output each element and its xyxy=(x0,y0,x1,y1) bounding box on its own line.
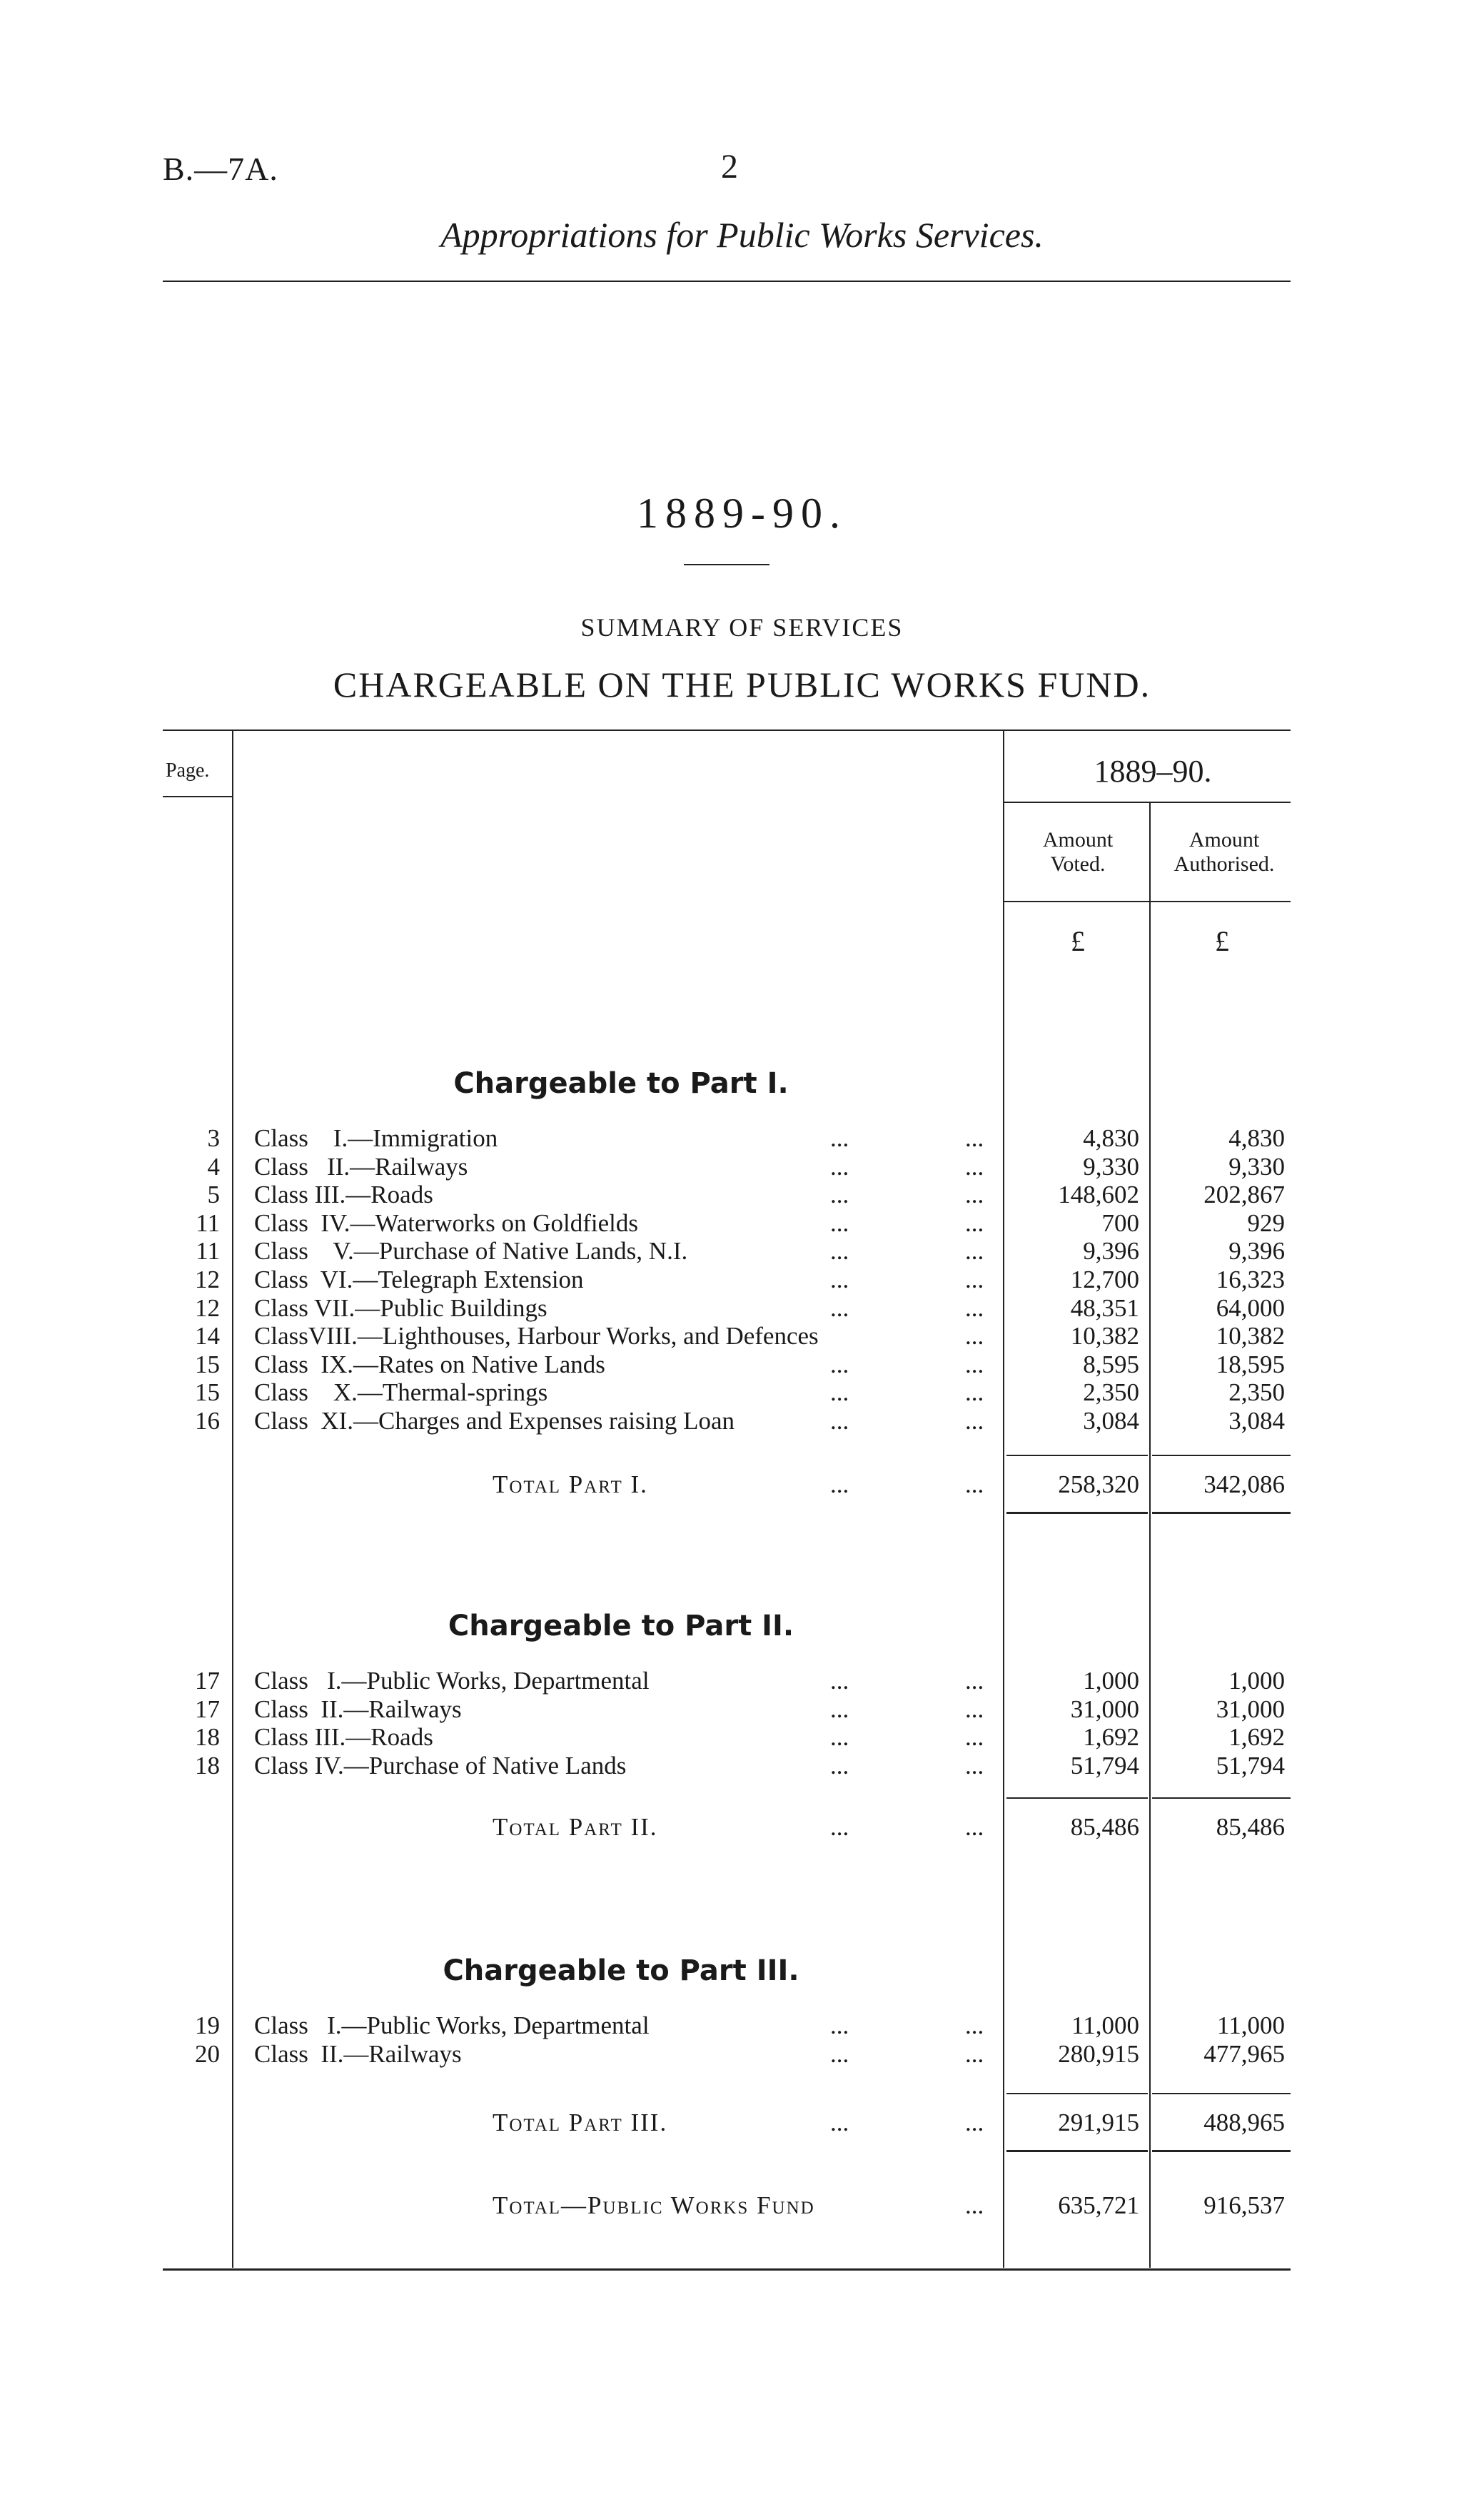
leader-dots: ... xyxy=(830,1350,849,1378)
part1-title: Chargeable to Part I. xyxy=(453,1067,789,1100)
leader-dots: ... xyxy=(830,1237,849,1266)
part3-total-voted: 291,915 xyxy=(1058,2109,1139,2136)
amount-authorised: 3,084 xyxy=(1228,1407,1285,1435)
page-header-rule xyxy=(163,796,232,797)
year-header-rule xyxy=(1003,802,1291,803)
leader-dots: ... xyxy=(830,1152,849,1181)
service-description: Class II.—Railways xyxy=(254,2039,462,2068)
part2-total-rule-auth xyxy=(1152,1797,1291,1799)
leader-dots: ... xyxy=(830,1723,849,1752)
leader-dots: ... xyxy=(965,1152,984,1181)
grand-total-voted: 635,721 xyxy=(1058,2191,1139,2219)
service-description: Class VII.—Public Buildings xyxy=(254,1293,547,1322)
table-row xyxy=(0,1322,1484,1351)
part2-title: Chargeable to Part II. xyxy=(448,1610,794,1642)
leader-dots: ... xyxy=(965,2109,984,2136)
leader-dots: ... xyxy=(965,1378,984,1407)
part3-title: Chargeable to Part III. xyxy=(443,1954,799,1987)
table-row xyxy=(0,1667,1484,1695)
part2-total-authorised: 85,486 xyxy=(1216,1813,1285,1841)
leader-dots: ... xyxy=(830,1124,849,1152)
title-underline xyxy=(684,564,769,565)
table-row xyxy=(0,1407,1484,1435)
leader-dots: ... xyxy=(965,1667,984,1695)
service-description: Class IX.—Rates on Native Lands xyxy=(254,1350,605,1378)
part1-total-rule-voted xyxy=(1006,1455,1148,1456)
table-row xyxy=(0,1209,1484,1238)
leader-dots: ... xyxy=(965,1813,984,1841)
table-row xyxy=(0,2040,1484,2069)
table-top-rule xyxy=(163,730,1291,731)
part3-total-authorised: 488,965 xyxy=(1203,2109,1285,2136)
leader-dots: ... xyxy=(965,1322,984,1351)
leader-dots: ... xyxy=(830,1751,849,1779)
page-ref: 19 xyxy=(195,2011,220,2039)
leader-dots: ... xyxy=(830,1470,849,1498)
leader-dots: ... xyxy=(830,1407,849,1435)
document-code: B.—7A. xyxy=(163,151,278,187)
amount-voted: 51,794 xyxy=(1070,1751,1139,1779)
leader-dots: ... xyxy=(830,1208,849,1237)
amount-voted: 48,351 xyxy=(1070,1293,1139,1322)
leader-dots: ... xyxy=(830,2039,849,2068)
amount-voted: 31,000 xyxy=(1070,1695,1139,1723)
amount-voted: 8,595 xyxy=(1083,1350,1139,1378)
amount-voted-line2: Voted. xyxy=(1050,852,1106,876)
part2-total-rule-voted xyxy=(1006,1797,1148,1799)
leader-dots: ... xyxy=(830,1695,849,1723)
page-column-header: Page. xyxy=(166,759,210,782)
part2-total-label: Total Part II. xyxy=(493,1813,658,1841)
amount-authorised-line1: Amount xyxy=(1188,828,1260,852)
service-description: Class II.—Railways xyxy=(254,1695,462,1723)
amount-voted: 9,330 xyxy=(1083,1152,1139,1181)
table-row xyxy=(0,1153,1484,1181)
service-description: Class X.—Thermal-springs xyxy=(254,1378,548,1407)
part3-total-label: Total Part III. xyxy=(493,2109,668,2136)
leader-dots: ... xyxy=(965,1723,984,1752)
leader-dots: ... xyxy=(965,1124,984,1152)
amount-voted-line1: Amount xyxy=(1042,828,1114,852)
amount-voted: 9,396 xyxy=(1083,1237,1139,1266)
page-number: 2 xyxy=(721,148,738,186)
page-ref: 17 xyxy=(195,1667,220,1695)
amount-authorised: 1,000 xyxy=(1228,1667,1285,1695)
part3-total-rule-voted xyxy=(1006,2093,1148,2094)
amount-voted: 10,382 xyxy=(1070,1322,1139,1351)
amount-authorised: 51,794 xyxy=(1216,1751,1285,1779)
amount-voted: 700 xyxy=(1101,1208,1139,1237)
service-description: Class I.—Immigration xyxy=(254,1124,498,1152)
part1-total-rule-auth xyxy=(1152,1455,1291,1456)
amount-authorised: 2,350 xyxy=(1228,1378,1285,1407)
leader-dots: ... xyxy=(830,1813,849,1841)
amount-authorised: 9,330 xyxy=(1228,1152,1285,1181)
summary-subtitle: CHARGEABLE ON THE PUBLIC WORKS FUND. xyxy=(333,665,1151,705)
amount-voted-header xyxy=(1006,828,1149,877)
page-ref: 14 xyxy=(195,1322,220,1351)
leader-dots: ... xyxy=(965,1407,984,1435)
leader-dots: ... xyxy=(830,1266,849,1293)
year-column-header: 1889–90. xyxy=(1094,754,1212,789)
subheader-rule xyxy=(1003,901,1291,902)
table-row xyxy=(0,1266,1484,1294)
amount-voted: 148,602 xyxy=(1058,1181,1139,1209)
page-ref: 20 xyxy=(195,2039,220,2068)
page-ref: 16 xyxy=(195,1407,220,1435)
table-row xyxy=(0,1752,1484,1780)
amount-authorised: 1,692 xyxy=(1228,1723,1285,1752)
page-ref: 12 xyxy=(195,1293,220,1322)
leader-dots: ... xyxy=(830,1181,849,1209)
voted-currency: £ xyxy=(1071,925,1085,957)
leader-dots: ... xyxy=(830,1378,849,1407)
table-row xyxy=(0,1378,1484,1407)
part3-double-rule-auth xyxy=(1152,2150,1291,2152)
amount-authorised: 18,595 xyxy=(1216,1350,1285,1378)
service-description: Class IV.—Waterworks on Goldfields xyxy=(254,1208,639,1237)
service-description: Class III.—Roads xyxy=(254,1723,433,1752)
service-description: Class I.—Public Works, Departmental xyxy=(254,1667,650,1695)
service-description: Class XI.—Charges and Expenses raising Loan xyxy=(254,1407,735,1435)
leader-dots: ... xyxy=(965,2039,984,2068)
leader-dots: ... xyxy=(965,2011,984,2039)
service-description: Class IV.—Purchase of Native Lands xyxy=(254,1751,627,1779)
table-row xyxy=(0,2011,1484,2040)
summary-title: SUMMARY OF SERVICES xyxy=(580,613,904,642)
service-description: ClassVIII.—Lighthouses, Harbour Works, and Defences xyxy=(254,1322,819,1351)
page-heading: Appropriations for Public Works Services. xyxy=(440,215,1044,255)
amount-voted: 3,084 xyxy=(1083,1407,1139,1435)
grand-total-authorised: 916,537 xyxy=(1203,2191,1285,2219)
page-ref: 18 xyxy=(195,1723,220,1752)
amount-voted: 1,000 xyxy=(1083,1667,1139,1695)
leader-dots: ... xyxy=(965,2191,984,2219)
amount-authorised: 9,396 xyxy=(1228,1237,1285,1266)
amount-authorised: 202,867 xyxy=(1203,1181,1285,1209)
grand-total-label: Total—Public Works Fund xyxy=(493,2191,815,2219)
part1-total-label: Total Part I. xyxy=(493,1470,648,1498)
amount-authorised: 4,830 xyxy=(1228,1124,1285,1152)
page-ref: 18 xyxy=(195,1751,220,1779)
leader-dots: ... xyxy=(830,2109,849,2136)
leader-dots: ... xyxy=(965,1266,984,1293)
service-description: Class I.—Public Works, Departmental xyxy=(254,2011,650,2039)
amount-voted: 12,700 xyxy=(1070,1266,1139,1293)
page-ref: 3 xyxy=(207,1124,220,1152)
leader-dots: ... xyxy=(965,1350,984,1378)
table-bottom-rule xyxy=(163,2268,1291,2271)
leader-dots: ... xyxy=(830,1293,849,1322)
part1-double-rule-auth xyxy=(1152,1512,1291,1514)
leader-dots: ... xyxy=(965,1181,984,1209)
table-row xyxy=(0,1124,1484,1153)
amount-authorised: 477,965 xyxy=(1203,2039,1285,2068)
page-ref: 15 xyxy=(195,1350,220,1378)
amount-voted: 4,830 xyxy=(1083,1124,1139,1152)
service-description: Class II.—Railways xyxy=(254,1152,468,1181)
table-row xyxy=(0,1294,1484,1323)
amount-authorised: 31,000 xyxy=(1216,1695,1285,1723)
table-row xyxy=(0,1237,1484,1266)
amount-authorised: 10,382 xyxy=(1216,1322,1285,1351)
page-ref: 4 xyxy=(207,1152,220,1181)
amount-authorised: 11,000 xyxy=(1217,2011,1285,2039)
leader-dots: ... xyxy=(965,1695,984,1723)
part2-total-voted: 85,486 xyxy=(1070,1813,1139,1841)
page-ref: 17 xyxy=(195,1695,220,1723)
leader-dots: ... xyxy=(965,1208,984,1237)
page-ref: 11 xyxy=(196,1208,220,1237)
page-ref: 11 xyxy=(196,1237,220,1266)
leader-dots: ... xyxy=(965,1470,984,1498)
table-row xyxy=(0,1351,1484,1379)
year-title: 1889-90. xyxy=(637,490,847,537)
amount-authorised: 64,000 xyxy=(1216,1293,1285,1322)
leader-dots: ... xyxy=(830,2011,849,2039)
part1-double-rule-voted xyxy=(1006,1512,1148,1514)
amount-authorised-line2: Authorised. xyxy=(1173,852,1275,876)
amount-authorised: 929 xyxy=(1247,1208,1285,1237)
amount-voted: 11,000 xyxy=(1071,2011,1139,2039)
service-description: Class V.—Purchase of Native Lands, N.I. xyxy=(254,1237,688,1266)
service-description: Class III.—Roads xyxy=(254,1181,433,1209)
amount-voted: 280,915 xyxy=(1058,2039,1139,2068)
amount-authorised: 16,323 xyxy=(1216,1266,1285,1293)
leader-dots: ... xyxy=(965,1751,984,1779)
table-row xyxy=(0,1181,1484,1209)
service-description: Class VI.—Telegraph Extension xyxy=(254,1266,584,1293)
table-row xyxy=(0,1723,1484,1752)
part1-total-voted: 258,320 xyxy=(1058,1470,1139,1498)
page-ref: 12 xyxy=(195,1266,220,1293)
amount-voted: 1,692 xyxy=(1083,1723,1139,1752)
page-ref: 5 xyxy=(207,1181,220,1209)
part3-double-rule-voted xyxy=(1006,2150,1148,2152)
table-row xyxy=(0,1695,1484,1724)
part3-total-rule-auth xyxy=(1152,2093,1291,2094)
leader-dots: ... xyxy=(830,1667,849,1695)
header-rule xyxy=(163,281,1291,282)
leader-dots: ... xyxy=(965,1293,984,1322)
authorised-currency: £ xyxy=(1215,925,1229,957)
part1-total-authorised: 342,086 xyxy=(1203,1470,1285,1498)
amount-voted: 2,350 xyxy=(1083,1378,1139,1407)
amount-authorised-header xyxy=(1151,828,1298,877)
page-ref: 15 xyxy=(195,1378,220,1407)
leader-dots: ... xyxy=(965,1237,984,1266)
